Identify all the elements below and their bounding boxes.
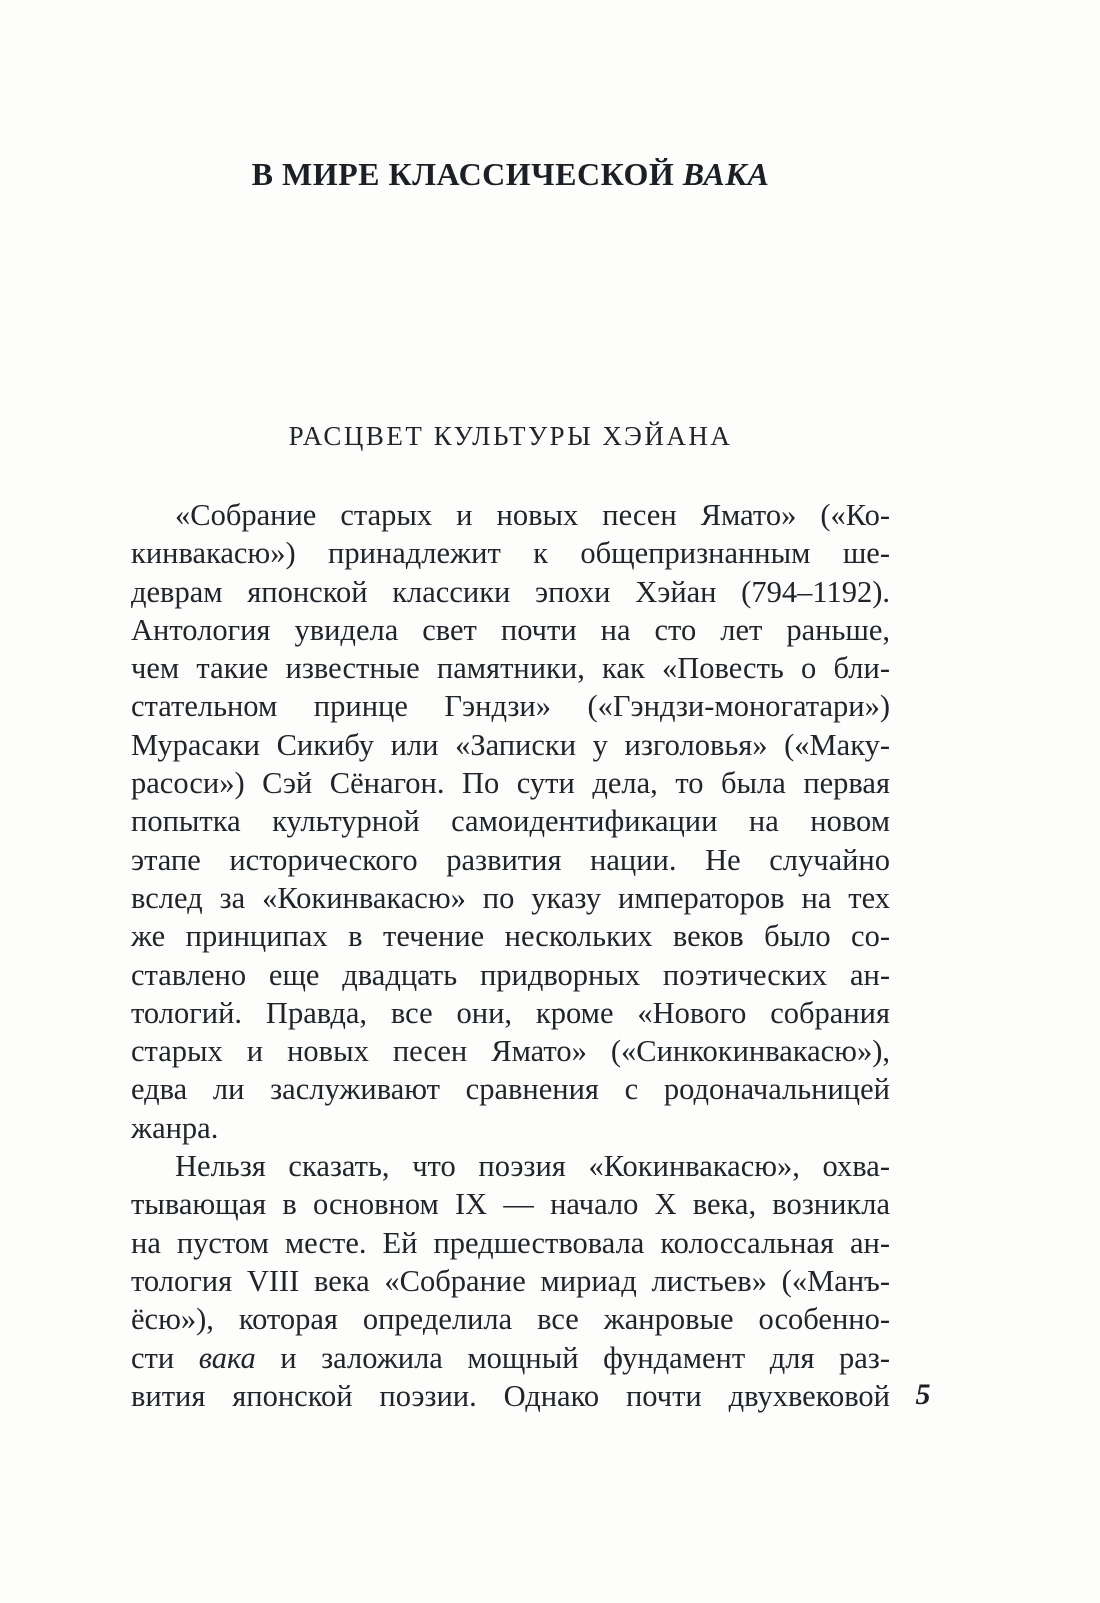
text-line: деврам японской классики эпохи Хэйан (794–1192). [131, 574, 890, 609]
text-line: попытка культурной самоидентификации на новом [131, 804, 890, 839]
body-text [131, 496, 890, 1415]
page-title [131, 156, 890, 193]
text-line: на пустом месте. Ей предшествовала колоссальная ан- [131, 1225, 890, 1260]
text-line: ёсю»), которая определила все жанровые особенно- [131, 1302, 890, 1337]
text-line: стательном принце Гэндзи» («Гэндзи-моногатари») [131, 689, 890, 724]
text-line: Антология увидела свет почти на сто лет раньше, [131, 612, 890, 647]
section-heading: РАСЦВЕТ КУЛЬТУРЫ ХЭЙАНА [288, 421, 733, 451]
text-line: старых и новых песен Ямато» («Синкокинвакасю»), [131, 1034, 890, 1069]
text-line: тология VIII века «Собрание мириад листьев» («Манъ- [131, 1263, 890, 1298]
text-line: же принципах в течение нескольких веков было со- [131, 919, 890, 954]
text-line: ставлено еще двадцать придворных поэтических ан- [131, 957, 890, 992]
text-line: тологий. Правда, все они, кроме «Нового собрания [131, 995, 890, 1030]
text-line: вслед за «Кокинвакасю» по указу императоров на тех [131, 880, 890, 915]
emphasized-term: вака [198, 1340, 256, 1375]
page-title-main: В МИРЕ КЛАССИЧЕСКОЙ [251, 156, 675, 192]
text-line: чем такие известные памятники, как «Повесть о бли- [131, 651, 890, 686]
text-line: Мурасаки Сикибу или «Записки у изголовья» («Маку- [131, 727, 890, 762]
text-line: кинвакасю») принадлежит к общепризнанным ше- [131, 536, 890, 571]
text-line: сти вака и заложила мощный фундамент для раз- [131, 1340, 890, 1375]
text-line: этапе исторического развития нации. Не случайно [131, 842, 890, 877]
text-line: Нельзя сказать, что поэзия «Кокинвакасю», охва- [175, 1149, 890, 1184]
text-line: вития японской поэзии. Однако почти двухвековой [131, 1378, 890, 1413]
text-line: «Собрание старых и новых песен Ямато» («Ко- [175, 498, 890, 532]
text-line: расоси») Сэй Сёнагон. По сути дела, то была первая [131, 766, 890, 801]
page-title-emphasis: ВАКА [682, 156, 770, 192]
paragraph [131, 1147, 890, 1415]
text-line: жанра. [131, 1110, 219, 1145]
text-line: тывающая в основном IX — начало X века, возникла [131, 1187, 890, 1222]
text-line: едва ли заслуживают сравнения с родоначальницей [131, 1072, 890, 1107]
page-number: 5 [915, 1378, 931, 1411]
paragraph [131, 496, 890, 1147]
